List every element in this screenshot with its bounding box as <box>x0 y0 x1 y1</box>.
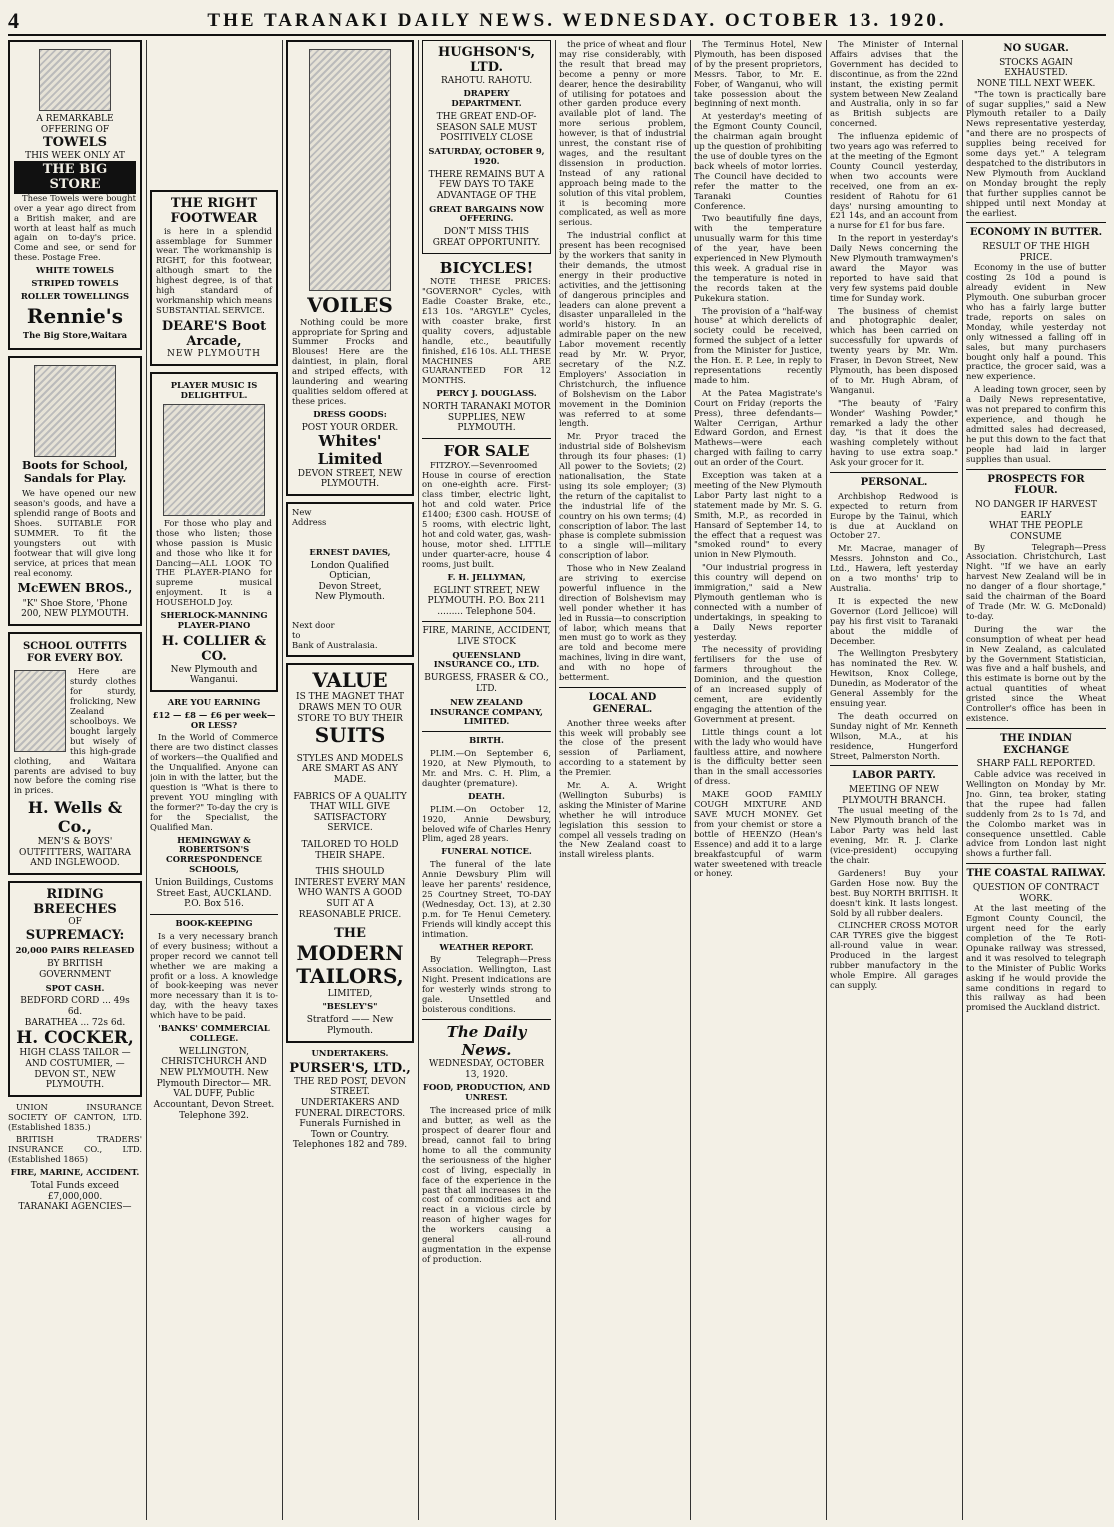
advertiser-address: DEVON STREET, NEW PLYMOUTH. <box>297 468 403 490</box>
article-paragraph: Exception was taken at a meeting of the New Plymouth Labor Party last night to a statement made by Mr. S. G. Smith, M.P., as recorded in Hansard of September 14, to the effect that a request was "smoked round" to every union in New Plymouth. <box>694 470 822 560</box>
section-heading: PROSPECTS FOR FLOUR. <box>987 473 1085 497</box>
advert-line: QUEENSLAND INSURANCE CO., LTD. <box>433 649 540 670</box>
advert-body: We have opened our new season's goods, and have a splendid range of Boots and Shoes. SUITABLE FOR SUMMER. To fit the youngsters out with footwear that will give long service, at prices that mean real economy. <box>14 488 136 578</box>
advertiser-name: H. COLLIER & CO. <box>161 633 267 665</box>
column-rule <box>146 40 147 1520</box>
advert-line: BURGESS, FRASER & CO., LTD. <box>424 673 549 694</box>
advertiser-name: MODERN <box>296 940 404 965</box>
section-heading: ECONOMY IN BUTTER. <box>969 227 1103 239</box>
masthead-title: THE TARANAKI DAILY NEWS. WEDNESDAY. OCTOBER 13. 1920. <box>207 10 947 31</box>
article-paragraph: Gardeners! Buy your Garden Hose now. Buy the best. Buy NORTH BRITISH. It doesn't kink. It lasts longest. Sold by all rubber dealers. <box>830 867 958 918</box>
advert-line: DON'T MISS THIS GREAT OPPORTUNITY. <box>432 227 541 248</box>
boy-illustration <box>14 670 66 752</box>
editorial-date: WEDNESDAY, OCTOBER 13, 1920. <box>428 1059 545 1080</box>
column-rule <box>282 40 283 1520</box>
section-heading: LABOR PARTY. <box>852 770 936 782</box>
column-3 <box>286 40 414 1520</box>
advertiser-address: WELLINGTON, CHRISTCHURCH AND NEW PLYMOUTH. New Plymouth Director— MR. VAL DUFF, Public Accountant, Devon Street. Telephone 392. <box>153 1046 275 1121</box>
advertiser-name: H. COCKER, <box>16 1028 134 1049</box>
article-paragraph: "The beauty of 'Fairy Wonder' Washing Powder," remarked a lady the other day, "is that it does the washing completely without having to use extra soap." Ask your grocer for it. <box>830 397 958 468</box>
advert-subheading: DRESS GOODS: <box>313 408 387 419</box>
advert-line: OF <box>68 917 82 928</box>
article-paragraph: Archbishop Redwood is expected to return from Europe by the Tainui, which is due at Auckland on October 27. <box>830 490 958 541</box>
advert-body: For those who play and those who listen; those whose passion is Music and those who like it for Dancing—ALL LOOK TO THE PLAYER-PIANO for supreme musical enjoyment. It is a HOUSEHOLD Joy. <box>156 517 272 608</box>
article-paragraph: At the Patea Magistrate's Court on Friday (reports the Press), three defendants—Walter Cerrigan, Arthur Edward Gordon, and Ernest Mathews—were each charged with failing to carry out an order of the Court. <box>694 387 822 468</box>
section-subheading: NONE TILL NEXT WEEK. <box>976 79 1096 90</box>
advert-heading: ARE YOU EARNING <box>167 696 261 707</box>
section-heading: BIRTH. <box>469 735 504 746</box>
bicycles-advert <box>422 260 551 434</box>
article-paragraph: Mr. A. A. Wright (Wellington Suburbs) is asking the Minister of Marine whether he will introduce legislation this session to compel all vessels trading on the New Zealand coast to install wireless plants. <box>559 780 686 860</box>
editorial <box>422 1024 551 1265</box>
advertiser-address: EGLINT STREET, NEW PLYMOUTH. P.O. Box 211 ......... Telephone 504. <box>427 585 546 617</box>
section-heading: THE INDIAN EXCHANGE <box>999 732 1073 756</box>
section-heading: LOCAL AND GENERAL. <box>588 692 657 715</box>
section-subheading: RESULT OF THE HIGH PRICE. <box>982 242 1090 263</box>
school-outfits-advert <box>8 632 142 875</box>
column-1 <box>8 40 142 1520</box>
advert-line: GREAT BARGAINS NOW OFFERING. <box>429 203 544 224</box>
for-sale-advert <box>422 443 551 617</box>
article-paragraph: A leading town grocer, seen by a Daily News representative, was not prepared to confirm this experience, and though he admitted sales had decreased, he put this down to the fact that people had laid in larger supplies than usual. <box>966 384 1106 464</box>
divider <box>966 222 1106 223</box>
advert-line: SPOT CASH. <box>45 982 105 993</box>
divider <box>422 621 551 622</box>
advert-body: FITZROY.—Sevenroomed House in course of erection on one-eighth acre. First-class timber, electric light, hot and cold water. Price £1400; £300 cash. HOUSE of 5 rooms, with electric light, hot and cold water, gas, wash-house, motor shed. LITTLE under quarter-acre, house 4 rooms, just built. <box>422 459 551 569</box>
divider <box>422 1019 551 1020</box>
earning-advert <box>150 698 278 910</box>
advertiser-address: Stratford —— New Plymouth. <box>306 1015 394 1036</box>
column-rule <box>962 40 963 1520</box>
section-subheading: MEETING OF NEW PLYMOUTH BRANCH. <box>842 785 946 806</box>
towels-advert <box>8 40 142 350</box>
article-paragraph: The provision of a "half-way house" at which derelicts of society could be received, formed the subject of a letter from the Minister for Justice, the Hon. E. P. Lee, in reply to representations recently made to him. <box>694 305 822 385</box>
advert-line: Funerals Furnished in Town or Country. Telephones 182 and 789. <box>292 1119 408 1151</box>
article-paragraph: "Our industrial progress in this country will depend on immigration," said a New Plymouth gentleman who is connected with a number of undertakings, in speaking to a Daily News reporter yesterday. <box>694 562 822 642</box>
divider <box>422 731 551 732</box>
boots-advert <box>8 356 142 625</box>
notice-text: The funeral of the late Annie Dewsbury Plim will leave her parents' residence, 25 Courtney Street, TO-DAY (Wednesday, Oct. 13), at 2.30 p.m. for Te Henui Cemetery. Friends will kindly accept this intimation. <box>422 859 551 939</box>
article-paragraph: Cable advice was received in Wellington on Monday by Mr. Jno. Ginn, tea broker, stating that the rupee had fallen suddenly from 2s to 1s 7d, and the Colombo market was in consequence unsettled. Cable advice from London last night shows a further fall. <box>966 769 1106 859</box>
page-number: 4 <box>8 8 19 33</box>
article-paragraph: The Wellington Presbytery has nominated the Rev. W. Hewitson, Knox College, Dunedin, as Moderator of the General Assembly for the ensuing year. <box>830 648 958 708</box>
advert-line: SATURDAY, OCTOBER 9, 1920. <box>428 145 545 166</box>
article-paragraph: The business of chemist and photographic dealer, which has been carried on successfully for upwards of twenty years by Mr. Wm. Fraser, in Devon Street, New Plymouth, has been disposed of to Mr. Hugh Abram, of Wanganui. <box>830 305 958 395</box>
advert-line: Next door <box>292 620 335 631</box>
hughsons-advert <box>422 40 551 254</box>
advert-line: ROLLER TOWELLINGS <box>20 290 130 301</box>
article-paragraph: The industrial conflict at present has been recognised by the workers that sanity in their demands, the utmost energy in their productive activities, and the jettisoning of dangerous principles and leaders can alone prevent a disaster unparalleled in the world's history. In an admirable paper on the new Labor movement recently read by Mr. W. Pryor, secretary of the N.Z. Employers' Association in Christchurch, the influence of Bolshevism on the Labor movement in the Dominion was referred to at some length. <box>559 230 686 429</box>
article-paragraph: In the report in yesterday's Daily News concerning the New Plymouth tramwaymen's award the Mayor was reported to have said that very few systems paid double time for Sunday work. <box>830 233 958 303</box>
bookkeeping-advert <box>150 919 278 1121</box>
advert-body: NOTE THESE PRICES: "GOVERNOR" Cycles, with Eadie Coaster Brake, etc., £13 10s. "ARGYLE" Cycles, with coaster brake, first quality covers, adjustable handle, etc., beautifully finished, £16 10s. ALL THESE MACHINES ARE GUARANTEED FOR 12 MONTHS. <box>422 276 551 386</box>
advert-line: "BESLEY'S" <box>322 1001 378 1012</box>
article-paragraph: Another three weeks after this week will probably see the close of the present session of Parliament, according to a statement by the Premier. <box>559 717 686 778</box>
divider <box>966 469 1106 470</box>
divider <box>966 728 1106 729</box>
advert-line: TAILORED TO HOLD THEIR SHAPE. <box>301 840 399 861</box>
article-paragraph: The usual meeting of the New Plymouth branch of the Labor Party was held last evening, Mr. R. J. Clarke (vice-president) occupying the chair. <box>830 805 958 865</box>
editorial-heading: FOOD, PRODUCTION, AND UNREST. <box>423 1082 550 1103</box>
advertiser-address: NEW PLYMOUTH <box>167 349 261 360</box>
column-4 <box>422 40 551 1520</box>
advertiser-address: RAHOTU. RAHOTU. <box>440 75 533 86</box>
column-rule <box>555 40 556 1520</box>
article-paragraph: At the last meeting of the Egmont County Council, the urgent need for the early completion of the Te Roti-Opunake railway was stressed, and it was resolved to telegraph to the Minister of Public Works asking if he would provide the same conditions in regard to this railway as had been promised the Auckland district. <box>966 903 1106 1013</box>
advertiser-name: 'BANKS' COMMERCIAL COLLEGE. <box>158 1023 270 1043</box>
advert-line: 20,000 PAIRS RELEASED <box>15 945 135 956</box>
article-paragraph: The influenza epidemic of two years ago was referred to at the meeting of the Egmont County Council yesterday, when two accounts were received, one from an ex-resident of Rahotu for 61 days' nursing amounting to £21 14s, and an account from a nurse for £1 for bus fare. <box>830 131 958 231</box>
advert-line: London Qualified Optician, <box>310 560 390 582</box>
column-rule <box>690 40 691 1520</box>
right-footwear-advert <box>150 190 278 366</box>
advertiser-address: "K" Shoe Store, 'Phone 200, NEW PLYMOUTH. <box>21 598 129 620</box>
advert-line: Bank of Australasia. <box>292 639 378 650</box>
article-paragraph: The necessity of providing fertilisers for the use of farmers throughout the Dominion, and the question of an increased supply of cement, are evidently engaging the attention of the Government at present. <box>694 644 822 724</box>
advertiser-name: F. H. JELLYMAN, <box>447 571 526 582</box>
article-paragraph: Little things count a lot with the lady who would have faultless attire, and nowhere is the difficulty better seen than in the small accessories of dress. <box>694 726 822 787</box>
towels-illustration <box>39 49 111 111</box>
advertiser-name: McEWEN BROS., <box>17 581 133 596</box>
family-notices <box>422 736 551 1015</box>
article-paragraph: At yesterday's meeting of the Egmont County Council, the chairman again brought up the question of prohibiting the use of double tyres on the back wheels of motor lorries. The Council have decided to refer the matter to the Taranaki Counties Conference. <box>694 111 822 211</box>
advert-heading: SUITS <box>314 723 386 748</box>
boot-illustration <box>34 365 116 457</box>
advertiser-address: New Plymouth and Wanganui. <box>170 664 258 686</box>
advert-line: THE GREAT END-OF-SEASON SALE MUST POSITIVELY CLOSE <box>436 112 537 144</box>
advert-line: STRIPED TOWELS <box>31 278 119 289</box>
advert-line: NEW ZEALAND INSURANCE COMPANY, LIMITED. <box>430 696 543 727</box>
advertiser-name: HEMINGWAY & ROBERTSON'S CORRESPONDENCE SCHOOLS, <box>166 834 262 875</box>
advert-kicker: A REMARKABLE OFFERING OF <box>36 114 114 135</box>
advert-heading: BREECHES <box>33 902 117 918</box>
advert-line: IS THE MAGNET THAT DRAWS MEN TO OUR STORE TO BUY THEIR <box>296 692 404 724</box>
advert-body: In the World of Commerce there are two distinct classes of workers—the Qualified and the Unqualified. Anyone can join in with the latter, but the question is "What is there to prevent YOU mingling with the former?" To-day the cry is for the Specialist, the Qualified Man. <box>150 732 278 832</box>
notice-text: PLIM.—On October 12, 1920, Annie Dewsbury, beloved wife of Charles Henry Plim, aged 28 years. <box>422 803 551 844</box>
advert-line: New <box>292 506 312 517</box>
notice-text: By Telegraph—Press Association. Wellington, Last Night. Present indications are for westerly winds strong to gale. Unsettled and boisterous conditions. <box>422 954 551 1014</box>
advertiser-name: THE <box>334 926 366 942</box>
advert-heading: BOOK-KEEPING <box>175 917 253 928</box>
advert-line: LIMITED, <box>327 988 373 999</box>
player-piano-advert <box>150 372 278 692</box>
product-name: SHERLOCK-MANNING PLAYER-PIANO <box>160 610 268 630</box>
advert-body: is here in a splendid assemblage for Summer wear. The workmanship is RIGHT, for this footwear, although smart to the highest degree, is of that high standard of workmanship which means SUBSTANTIAL SERVICE. <box>156 225 272 315</box>
advert-line: UNDERTAKERS AND FUNERAL DIRECTORS. <box>294 1097 406 1119</box>
article-paragraph: By Telegraph—Press Association. Christchurch, Last Night. "If we have an early harvest New Zealand will be in no danger of a flour shortage," said the chairman of the Board of Trade (Mr. W. G. McDonald) to-day. <box>966 541 1106 621</box>
advert-line: BRITISH TRADERS' INSURANCE CO., LTD. (Established 1865) <box>8 1134 142 1165</box>
article-paragraph: Economy in the use of butter costing 2s 10d a pound is already evident in New Plymouth. One suburban grocer who has a fairly large butter trade, reports on sales on Monday, while yesterday not only witnessed a falling off in sales, but many purchasers bought only half a pound. This practice, the grocer said, was a new experience. <box>966 262 1106 382</box>
advert-line: Devon Street, <box>318 581 382 592</box>
advert-heading: TOWELS <box>42 135 108 151</box>
column-5 <box>559 40 686 1520</box>
advert-heading: BICYCLES! <box>439 258 534 277</box>
advert-body: These Towels were bought over a year ago direct from a British maker, and are worth at least half as much again on to-day's price. Come and see, or send for these. Postage Free. <box>14 192 136 263</box>
advertiser-name: HUGHSON'S, LTD. <box>437 45 536 76</box>
advertiser-name: DEARE'S Boot Arcade, <box>161 318 267 350</box>
advert-line: FABRICS OF A QUALITY THAT WILL GIVE SATISFACTORY SERVICE. <box>293 791 407 834</box>
advert-line: Address <box>292 516 327 527</box>
divider <box>150 914 278 915</box>
section-heading: WEATHER REPORT. <box>439 941 534 952</box>
advert-line: New Plymouth. <box>315 592 385 603</box>
advert-body: Here are sturdy clothes for sturdy, frolicking, New Zealand schoolboys. We bought largely but wisely of this high-grade clothing, and Waitara parents are advised to buy now before the coming rise in prices. <box>14 666 136 796</box>
column-2 <box>150 40 278 1520</box>
divider <box>966 863 1106 864</box>
advert-line: Total Funds exceed £7,000,000. <box>30 1181 120 1202</box>
modern-tailors-advert <box>286 663 414 1043</box>
advert-heading: Boots for School, Sandals for Play. <box>21 459 129 486</box>
riding-breeches-advert <box>8 881 142 1097</box>
advertiser-name: H. Wells & Co., <box>27 798 123 837</box>
advert-line: THIS SHOULD INTEREST EVERY MAN WHO WANTS A GOOD SUIT AT A REASONABLE PRICE. <box>294 867 406 920</box>
section-heading: FUNERAL NOTICE. <box>441 846 532 857</box>
divider <box>422 438 551 439</box>
advert-line: BY BRITISH GOVERNMENT <box>39 959 111 980</box>
section-heading: PERSONAL. <box>860 477 928 489</box>
divider <box>830 472 958 473</box>
advert-heading: UNDERTAKERS. <box>311 1047 389 1058</box>
section-heading: NO SUGAR. <box>1003 43 1069 54</box>
advert-line: STYLES AND MODELS ARE SMART AS ANY MADE. <box>296 753 404 785</box>
advert-subheading: THIS WEEK ONLY AT <box>25 150 125 161</box>
advert-heading: RIDING <box>46 886 104 902</box>
advert-heading: VALUE <box>312 667 388 692</box>
article-paragraph: Two beautifully fine days, with the temperature unusually warm for this time of the year, have been experienced in New Plymouth this week. A gradual rise in the temperature is noted in the records taken at the Pukekura station. <box>694 213 822 303</box>
store-logo: THE BIG STORE <box>14 161 136 194</box>
advert-line: FIRE, MARINE, ACCIDENT. <box>10 1167 140 1178</box>
optician-advert <box>286 502 414 657</box>
advertiser-address: Union Buildings, Customs Street East, AUCKLAND. P.O. Box 516. <box>154 878 274 910</box>
advert-line: THERE REMAINS BUT A FEW DAYS TO TAKE ADVANTAGE OF THE <box>428 169 545 201</box>
article-paragraph: The Terminus Hotel, New Plymouth, has been disposed of by the present proprietors, Messrs. Tabor, to Mr. E. Fober, of Wanganui, who will take possession about the beginning of next month. <box>694 40 822 109</box>
article-paragraph: The Minister of Internal Affairs advises that the Government has decided to discontinue, as from the 22nd instant, the existing permit system between New Zealand and Australia, only in so far as British subjects are concerned. <box>830 40 958 129</box>
paper-nameplate: The Daily News. <box>446 1022 527 1059</box>
column-rule <box>418 40 419 1520</box>
advert-heading: SCHOOL OUTFITS FOR EVERY BOY. <box>23 640 127 664</box>
article-paragraph: Those who in New Zealand are striving to exercise powerful influence in the direction of Bolshevism may well ponder whether it has led in Russia—to conscription of labor, which means that men must go to work as they are told and become mere machines, living in dire want, and with no hope of betterment. <box>559 563 686 683</box>
article-paragraph: the price of wheat and flour may rise considerably, with the result that bread may become a penny or more dearer, hence the desirability of utilising for potatoes and other garden produce every available plot of land. The more serious problem, however, is that of industrial unrest, the constant rise of wages, and the resultant dissension in production. Instead of any rational approach being made to the solution of this vital problem, it is becoming more complicated, as well as more serious. <box>559 40 686 228</box>
advert-subheading: £12 — £8 — £6 per week— OR LESS? <box>152 709 276 730</box>
divider <box>830 765 958 766</box>
advert-heading: SUPREMACY: <box>25 928 125 944</box>
column-8 <box>966 40 1106 1520</box>
column-7 <box>830 40 958 1520</box>
advert-heading: THE RIGHT FOOTWEAR <box>170 196 258 227</box>
advert-heading: DRAPERY DEPARTMENT. <box>451 88 522 109</box>
voiles-advert <box>286 40 414 496</box>
advertiser-address: HIGH CLASS TAILOR — AND COSTUMIER, — DEVON ST., NEW PLYMOUTH. <box>19 1048 131 1091</box>
article-paragraph: During the war the consumption of wheat per head in New Zealand, as calculated by the Government Statistician, was five and a half bushels, and this estimate is borne out by the actual quantities of wheat gristed since the Wheat Controller's office has been in existence. <box>966 623 1106 723</box>
union-insurance-advert <box>8 1103 142 1213</box>
advert-line: UNION INSURANCE SOCIETY OF CANTON, LTD. (Established 1835.) <box>8 1101 142 1132</box>
advertiser-name: PERCY J. DOUGLASS. <box>436 388 537 399</box>
advert-line: WHITE TOWELS <box>35 265 115 276</box>
article-paragraph: MAKE GOOD FAMILY COUGH MIXTURE AND SAVE MUCH MONEY. Get from your chemist or store a bottle of HEENZO (Hean's Essence) and add it to a large breakfastcupful of warm water sweetened with treacle or honey. <box>694 789 822 879</box>
advert-heading: FOR SALE <box>443 441 530 460</box>
column-6 <box>694 40 822 1520</box>
price-line: BEDFORD CORD ... 49s 6d. <box>20 996 130 1018</box>
advert-body: Nothing could be more appropriate for Spring and Summer Frocks and Blouses! Here are the daintiest, in plain, floral and striped effects, with laundering and wearing qualities seldom offered at these prices. <box>292 316 408 406</box>
article-paragraph: Mr. Macrae, manager of Messrs. Johnston and Co., Ltd., Hawera, left yesterday on a two months' trip to Australia. <box>830 543 958 594</box>
advertiser-name: PURSER'S, LTD., <box>289 1061 411 1077</box>
undertakers-advert <box>286 1049 414 1152</box>
article-paragraph: The death occurred on Sunday night of Mr. Kenneth Wilson, M.A., at his residence, Hungerford Street, Palmerston North. <box>830 710 958 761</box>
advertiser-name: ERNEST DAVIES, <box>309 546 391 557</box>
advert-line: to <box>292 629 301 640</box>
advert-heading: PLAYER MUSIC IS DELIGHTFUL. <box>170 380 258 400</box>
advert-heading: VOILES <box>307 293 393 317</box>
advertiser-address: MEN'S & BOYS' OUTFITTERS, WAITARA AND INGLEWOOD. <box>19 836 131 869</box>
article-paragraph: Mr. Pryor traced the industrial side of Bolshevism through its four phases: (1) All power to the Soviets; (2) nationalisation, the State using its sole employer; (3) the return of the capitalist to the industrial life of the country on his own terms; (4) conscription of labor. The last phase is complete submission to a single will—military conscription of labor. <box>559 431 686 561</box>
section-subheading: WHAT THE PEOPLE CONSUME <box>989 521 1083 542</box>
article-paragraph: "The town is practically bare of sugar supplies," said a New Plymouth retailer to a Daily News representative yesterday, "and there are no prospects of supplies being received for some days yet." A telegram despatched to the distributors in New Plymouth from Auckland on Monday brought the reply that further supplies cannot be shipped until next Monday at the earliest. <box>966 88 1106 218</box>
section-subheading: QUESTION OF CONTRACT WORK. <box>972 883 1100 904</box>
advert-line: FIRE, MARINE, ACCIDENT, LIVE STOCK <box>422 626 551 647</box>
notice-text: PLIM.—On September 6, 1920, at New Plymouth, to Mr. and Mrs. C. H. Plim, a daughter (premature). <box>422 748 551 788</box>
column-rule <box>826 40 827 1520</box>
advert-body: Is a very necessary branch of every business; without a proper record we cannot tell whether we are making a profit or a loss. A knowledge of book-keeping was never more necessary than it is to-day, with the heavy taxes which have to be paid. <box>150 930 278 1021</box>
section-subheading: NO DANGER IF HARVEST EARLY <box>975 500 1097 521</box>
advert-line: TARANAKI AGENCIES— <box>18 1202 132 1213</box>
advertiser-address: THE RED POST, DEVON STREET. <box>293 1076 407 1098</box>
price-line: BARATHEA ... 72s 6d. <box>24 1017 126 1028</box>
advertiser-address: NORTH TARANAKI MOTOR SUPPLIES, NEW PLYMOUTH. <box>422 402 551 434</box>
section-subheading: STOCKS AGAIN EXHAUSTED. <box>999 57 1073 79</box>
article-paragraph: CLINCHER CROSS MOTOR CAR TYRES give the biggest all-round value in wear. Produced in the largest rubber manufactory in the whole Empire. All garages can supply. <box>830 920 958 990</box>
advertiser-address: The Big Store,Waitara <box>22 330 128 341</box>
section-subheading: SHARP FALL REPORTED. <box>976 759 1096 770</box>
dress-illustration <box>309 49 391 291</box>
section-heading: THE COASTAL RAILWAY. <box>966 868 1106 880</box>
divider <box>559 687 686 688</box>
insurance-adverts <box>422 626 551 727</box>
advertiser-name: Whites' Limited <box>317 432 383 468</box>
advertiser-name: Rennie's <box>26 303 124 328</box>
advert-line: POST YOUR ORDER. <box>301 422 399 433</box>
section-heading: DEATH. <box>468 790 505 801</box>
article-paragraph: It is expected the new Governor (Lord Jellicoe) will pay his first visit to Taranaki about the middle of December. <box>830 595 958 646</box>
piano-illustration <box>163 404 265 516</box>
editorial-body: The increased price of milk and butter, as well as the prospect of dearer flour and bread, cannot fail to bring home to all the community the seriousness of the higher cost of living, especially in face of the experience in the past that all increases in the cost of commodities act and react in a vicious circle by reason of higher wages for the workers causing a general all-round augmentation in the expense of production. <box>422 1105 551 1264</box>
masthead <box>8 8 1106 36</box>
advertiser-name: TAILORS, <box>296 964 404 989</box>
